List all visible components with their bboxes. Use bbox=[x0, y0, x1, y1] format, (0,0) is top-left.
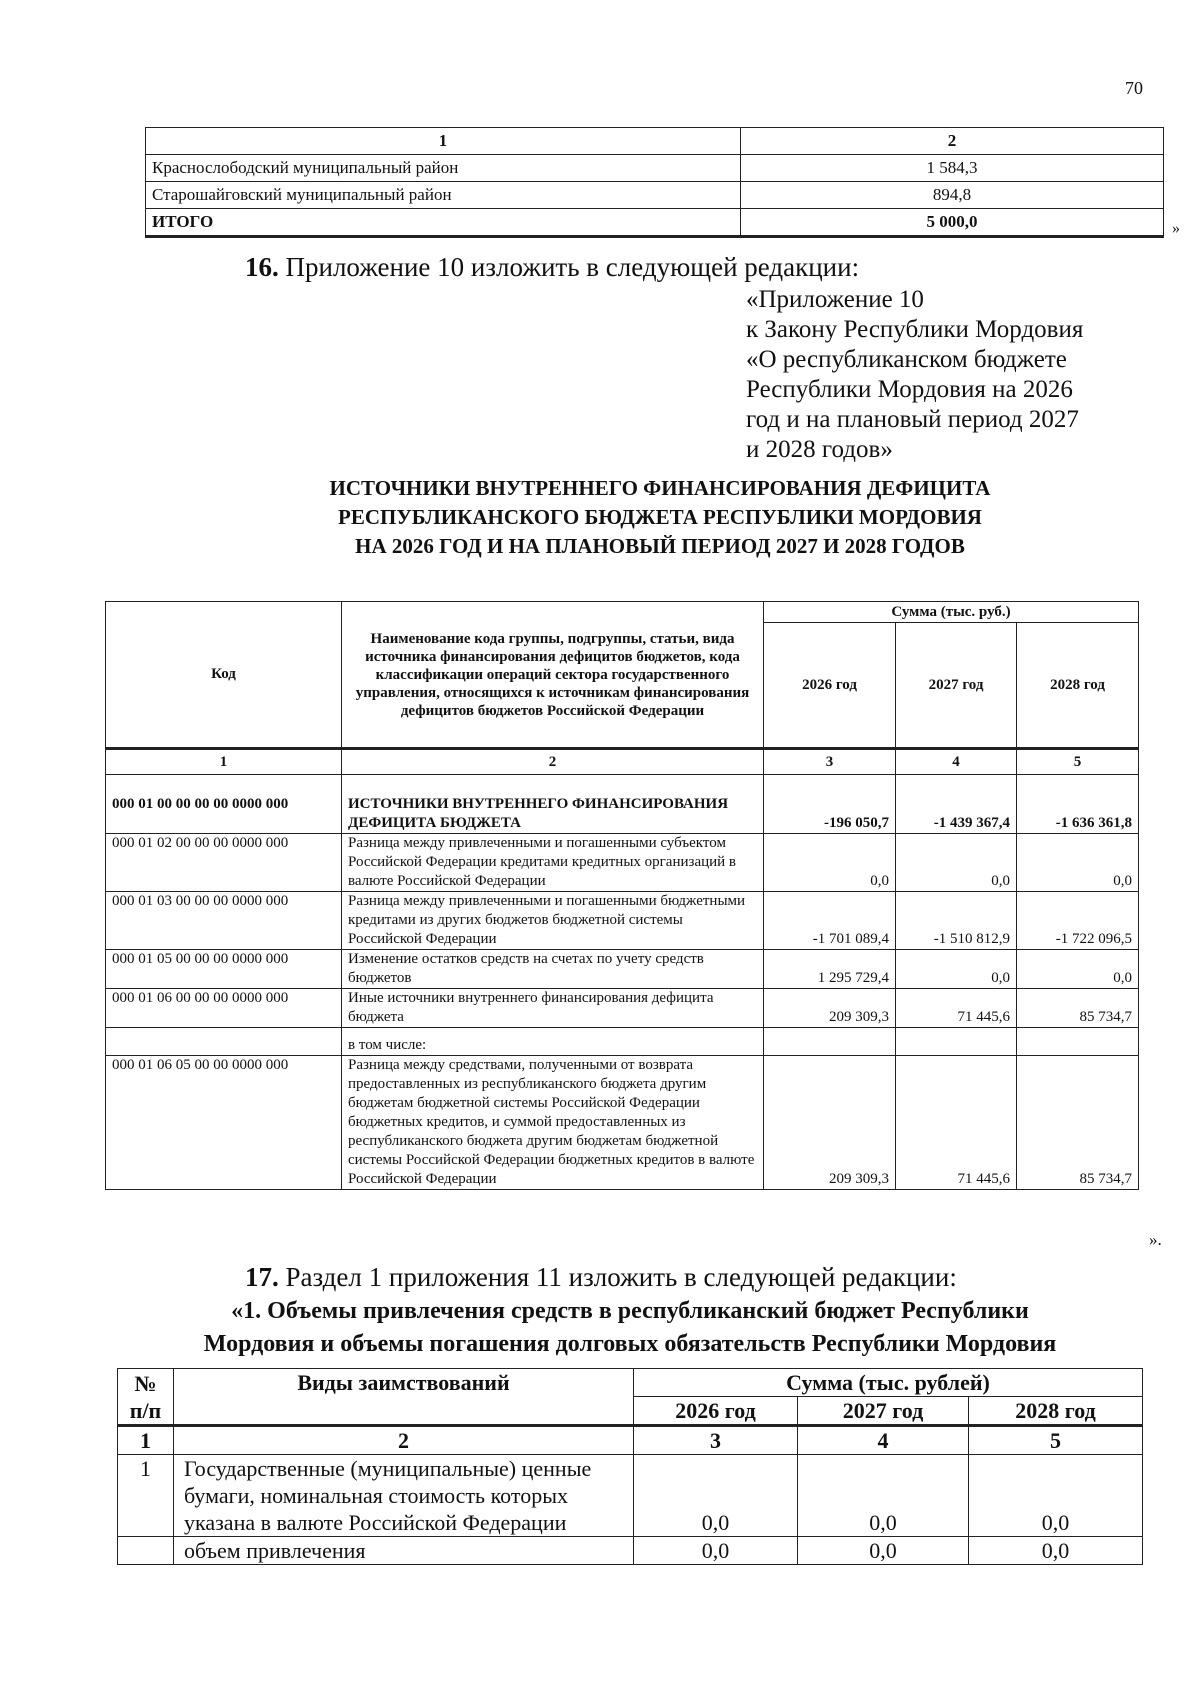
page-number: 70 bbox=[1125, 78, 1143, 98]
item-17 bbox=[245, 1262, 957, 1293]
borrowings-table bbox=[117, 1368, 1143, 1565]
row-code bbox=[106, 1028, 342, 1056]
row-name: Разница между привлеченными и погашенными субъектом Российской Федерации кредитами кредитных организаций в валюте Российской Федерации bbox=[342, 834, 764, 892]
value-2028: -1 722 096,5 bbox=[1017, 892, 1139, 950]
row-name: Разница между средствами, полученными от возврата предоставленных из республиканского бюджета другим бюджетам бюджетной системы Российской Федерации бюджетных кредитов, и суммой предоставленных из республиканского бюджета другим бюджетам бюджетной системы Российской Федерации бюджетных кредитов в валюте Российской Федерации bbox=[342, 1056, 764, 1190]
title-line: ИСТОЧНИКИ ВНУТРЕННЕГО ФИНАНСИРОВАНИЯ ДЕФИЦИТА bbox=[329, 476, 991, 500]
district-value: 1 584,3 bbox=[741, 155, 1164, 182]
table-row bbox=[106, 892, 1139, 950]
title-line: РЕСПУБЛИКАНСКОГО БЮДЖЕТА РЕСПУБЛИКИ МОРДОВИЯ bbox=[338, 505, 982, 529]
title-line: НА 2026 ГОД И НА ПЛАНОВЫЙ ПЕРИОД 2027 И 2028 ГОДОВ bbox=[355, 534, 965, 558]
appendix-line: «О республиканском бюджете bbox=[746, 346, 1067, 373]
value-2026: 0,0 bbox=[634, 1455, 798, 1537]
appendix-reference bbox=[746, 285, 1083, 465]
value-2026: -1 701 089,4 bbox=[764, 892, 896, 950]
value-2026: 0,0 bbox=[764, 834, 896, 892]
header-sum: Сумма (тыс. рублей) bbox=[634, 1369, 1143, 1397]
value-2028 bbox=[1017, 1028, 1139, 1056]
value-2028: 0,0 bbox=[969, 1537, 1143, 1565]
row-number bbox=[118, 1537, 174, 1565]
item-text: Раздел 1 приложения 11 изложить в следующей редакции: bbox=[285, 1262, 957, 1292]
value-2026: -196 050,7 bbox=[764, 775, 896, 834]
item-text: Приложение 10 изложить в следующей редакции: bbox=[285, 252, 860, 282]
header-year-2028: 2028 год bbox=[969, 1397, 1143, 1426]
row-code: 000 01 06 00 00 00 0000 000 bbox=[106, 989, 342, 1028]
total-label: ИТОГО bbox=[146, 209, 741, 237]
appendix-line: «Приложение 10 bbox=[746, 286, 924, 313]
district-value: 894,8 bbox=[741, 182, 1164, 209]
item-number: 17. bbox=[245, 1262, 279, 1292]
section-title-line: Мордовия и объемы погашения долговых обязательств Республики Мордовия bbox=[203, 1331, 1057, 1357]
value-2027: -1 439 367,4 bbox=[896, 775, 1017, 834]
row-number: 1 bbox=[118, 1455, 174, 1537]
column-number: 3 bbox=[634, 1426, 798, 1455]
value-2027: 71 445,6 bbox=[896, 1056, 1017, 1190]
value-2027: 0,0 bbox=[798, 1455, 969, 1537]
header-year-2027: 2027 год bbox=[896, 623, 1017, 749]
value-2027: 0,0 bbox=[896, 834, 1017, 892]
table-row bbox=[118, 1455, 1143, 1537]
column-number: 4 bbox=[896, 749, 1017, 775]
table-row bbox=[118, 1537, 1143, 1565]
column-number: 1 bbox=[118, 1426, 174, 1455]
row-code: 000 01 05 00 00 00 0000 000 bbox=[106, 950, 342, 989]
header-year-2026: 2026 год bbox=[634, 1397, 798, 1426]
appendix-line: Республики Мордовия на 2026 bbox=[746, 376, 1073, 403]
value-2028: 0,0 bbox=[969, 1455, 1143, 1537]
header-number: № п/п bbox=[118, 1369, 174, 1426]
appendix-line: к Закону Республики Мордовия bbox=[746, 316, 1084, 343]
closing-quote: » bbox=[1172, 220, 1180, 237]
column-number: 2 bbox=[741, 128, 1164, 155]
header-year-2028: 2028 год bbox=[1017, 623, 1139, 749]
section-title bbox=[130, 1295, 1130, 1361]
row-code: 000 01 06 05 00 00 0000 000 bbox=[106, 1056, 342, 1190]
table-row bbox=[146, 155, 1164, 182]
table-row bbox=[106, 775, 1139, 834]
value-2027: 0,0 bbox=[896, 950, 1017, 989]
value-2027 bbox=[896, 1028, 1017, 1056]
table-header-row bbox=[146, 128, 1164, 155]
table-row bbox=[106, 1056, 1139, 1190]
table-row bbox=[106, 950, 1139, 989]
column-number: 1 bbox=[106, 749, 342, 775]
municipal-distribution-table bbox=[145, 127, 1164, 238]
item-number: 16. bbox=[245, 252, 279, 282]
header-row bbox=[106, 602, 1139, 623]
table-row bbox=[146, 182, 1164, 209]
column-number: 4 bbox=[798, 1426, 969, 1455]
header-row bbox=[118, 1369, 1143, 1397]
district-name: Старошайговский муниципальный район bbox=[146, 182, 741, 209]
table-row bbox=[106, 1028, 1139, 1056]
value-2026 bbox=[764, 1028, 896, 1056]
appendix-line: и 2028 годов» bbox=[746, 436, 893, 463]
value-2026: 1 295 729,4 bbox=[764, 950, 896, 989]
appendix-line: год и на плановый период 2027 bbox=[746, 406, 1079, 433]
header-name: Наименование кода группы, подгруппы, статьи, вида источника финансирования дефицитов бюджетов, кода классификации операций сектора государственного управления, относящихся к источникам финансирования дефицитов бюджетов Российской Федерации bbox=[342, 602, 764, 749]
row-name: Изменение остатков средств на счетах по учету средств бюджетов bbox=[342, 950, 764, 989]
column-number: 3 bbox=[764, 749, 896, 775]
value-2028: 0,0 bbox=[1017, 950, 1139, 989]
column-number: 2 bbox=[174, 1426, 634, 1455]
header-year-2026: 2026 год bbox=[764, 623, 896, 749]
item-16 bbox=[245, 252, 859, 283]
section-title-line: «1. Объемы привлечения средств в республиканский бюджет Республики bbox=[231, 1298, 1029, 1324]
header-sum: Сумма (тыс. руб.) bbox=[764, 602, 1139, 623]
header-year-2027: 2027 год bbox=[798, 1397, 969, 1426]
column-numbers-row bbox=[118, 1426, 1143, 1455]
value-2027: 0,0 bbox=[798, 1537, 969, 1565]
table-row bbox=[106, 989, 1139, 1028]
row-name: Разница между привлеченными и погашенными бюджетными кредитами из других бюджетов бюджетной системы Российской Федерации bbox=[342, 892, 764, 950]
value-2028: 85 734,7 bbox=[1017, 989, 1139, 1028]
header-code: Код bbox=[106, 602, 342, 749]
column-number: 5 bbox=[969, 1426, 1143, 1455]
total-row bbox=[146, 209, 1164, 237]
row-kind: Государственные (муниципальные) ценные бумаги, номинальная стоимость которых указана в валюте Российской Федерации bbox=[174, 1455, 634, 1537]
row-name: ИСТОЧНИКИ ВНУТРЕННЕГО ФИНАНСИРОВАНИЯ ДЕФИЦИТА БЮДЖЕТА bbox=[342, 775, 764, 834]
value-2028: 0,0 bbox=[1017, 834, 1139, 892]
value-2027: -1 510 812,9 bbox=[896, 892, 1017, 950]
total-value: 5 000,0 bbox=[741, 209, 1164, 237]
value-2027: 71 445,6 bbox=[896, 989, 1017, 1028]
column-number: 2 bbox=[342, 749, 764, 775]
value-2028: -1 636 361,8 bbox=[1017, 775, 1139, 834]
header-kind: Виды заимствований bbox=[174, 1369, 634, 1426]
column-number: 5 bbox=[1017, 749, 1139, 775]
value-2026: 209 309,3 bbox=[764, 989, 896, 1028]
value-2026: 0,0 bbox=[634, 1537, 798, 1565]
financing-sources-table bbox=[105, 601, 1139, 1190]
column-numbers-row bbox=[106, 749, 1139, 775]
value-2028: 85 734,7 bbox=[1017, 1056, 1139, 1190]
closing-quote: ». bbox=[1149, 1230, 1162, 1249]
row-kind: объем привлечения bbox=[174, 1537, 634, 1565]
row-name: в том числе: bbox=[342, 1028, 764, 1056]
column-number: 1 bbox=[146, 128, 741, 155]
row-code: 000 01 03 00 00 00 0000 000 bbox=[106, 892, 342, 950]
row-code: 000 01 00 00 00 00 0000 000 bbox=[106, 775, 342, 834]
value-2026: 209 309,3 bbox=[764, 1056, 896, 1190]
district-name: Краснослободский муниципальный район bbox=[146, 155, 741, 182]
document-title bbox=[200, 474, 1120, 561]
row-name: Иные источники внутреннего финансирования дефицита бюджета bbox=[342, 989, 764, 1028]
row-code: 000 01 02 00 00 00 0000 000 bbox=[106, 834, 342, 892]
table-row bbox=[106, 834, 1139, 892]
